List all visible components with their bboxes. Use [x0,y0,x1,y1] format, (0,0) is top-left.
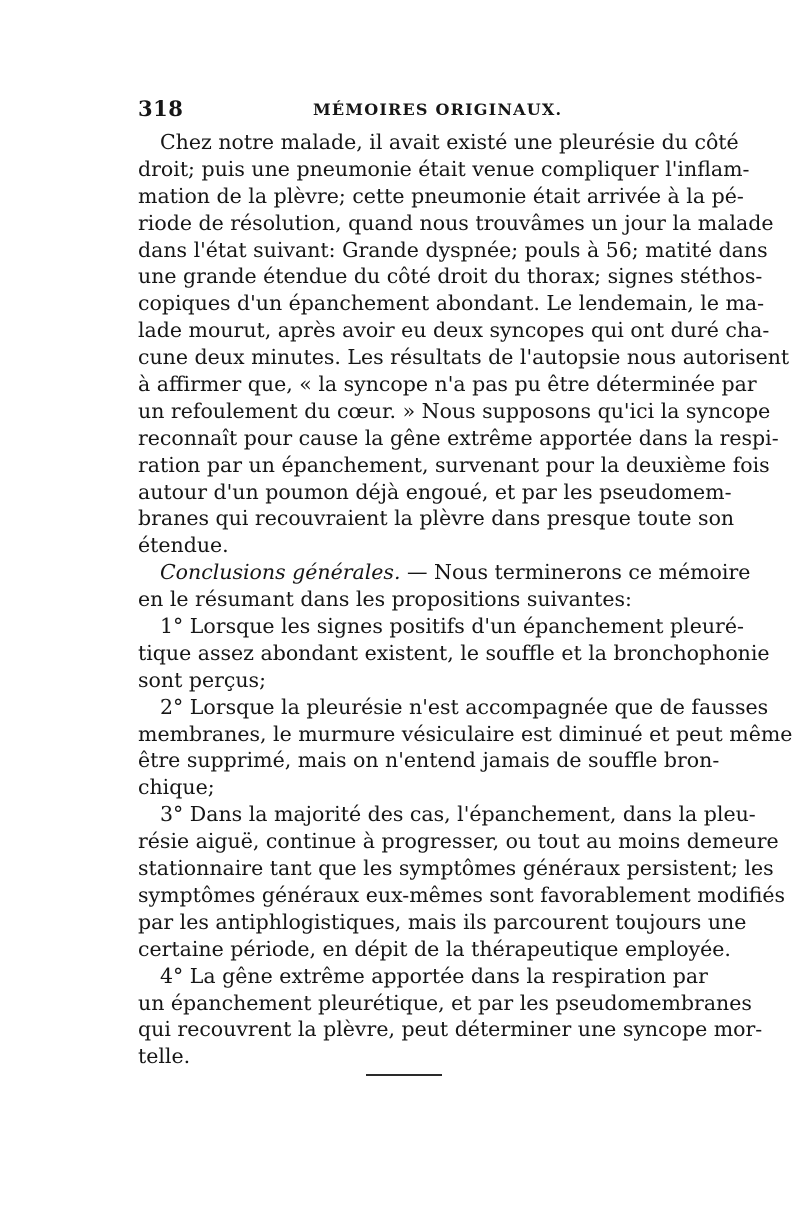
text-line: Chez notre malade, il avait existé une pleurésie du côté [160,130,739,154]
text-line: un refoulement du cœur. » Nous supposons qu'ici la syncope [138,398,771,423]
text-line: certaine période, en dépit de la thérapeutique employée. [138,936,731,961]
text-line [138,559,751,586]
text-line: dans l'état suivant: Grande dyspnée; pouls à 56; matité dans [138,237,768,262]
text-line: autour d'un poumon déjà engoué, et par les pseudomem- [138,479,732,504]
text-line: résie aiguë, continue à progresser, ou tout au moins demeure [138,829,779,854]
text-line: membranes, le murmure vésiculaire est diminué et peut même [138,721,793,746]
paragraph-conclusions-intro [138,559,751,613]
text-line: chique; [138,775,215,800]
text-line: 3° Dans la majorité des cas, l'épanchement, dans la pleu- [160,802,756,827]
text-line: 1° Lorsque les signes positifs d'un épanchement pleuré- [160,614,744,639]
text-line: tique assez abondant existent, le souffle et la bronchophonie [138,640,770,665]
section-heading-italic: Conclusions générales. [160,560,401,585]
text-line: étendue. [138,533,229,558]
text-line: droit; puis une pneumonie était venue compliquer l'inflam- [138,156,750,181]
page-header [138,96,668,126]
text-line: telle. [138,1044,191,1069]
text-line: à affirmer que, « la syncope n'a pas pu être déterminée par [138,372,757,397]
text-line: sont perçus; [138,667,266,692]
text-line: lade mourut, après avoir eu deux syncopes qui ont duré cha- [138,318,770,343]
text-line: ration par un épanchement, survenant pour la deuxième fois [138,452,770,477]
paragraph-conclusion-4 [138,963,763,1071]
paragraph-conclusion-3 [138,801,786,962]
text-line: symptômes généraux eux-mêmes sont favorablement modifiés [138,882,786,907]
text-line: en le résumant dans les propositions suivantes: [138,587,632,612]
running-head: MÉMOIRES ORIGINAUX. [313,100,563,119]
paragraph-conclusion-1 [138,613,770,694]
text-line: branes qui recouvraient la plèvre dans presque toute son [138,506,735,531]
text-line: 2° Lorsque la pleurésie n'est accompagnée que de fausses [160,694,769,719]
text-line: reconnaît pour cause la gêne extrême apportée dans la respi- [138,425,779,450]
closing-rule [366,1074,442,1076]
text-line: copiques d'un épanchement abondant. Le lendemain, le ma- [138,291,765,316]
text-line: être supprimé, mais on n'entend jamais de souffle bron- [138,748,720,773]
text-line: cune deux minutes. Les résultats de l'autopsie nous autorisent [138,345,790,370]
text-line: riode de résolution, quand nous trouvâmes un jour la malade [138,210,774,235]
text-fragment: — Nous terminerons ce mémoire [400,560,751,585]
text-line: mation de la plèvre; cette pneumonie était arrivée à la pé- [138,183,744,208]
body-text [138,129,793,1070]
text-line: un épanchement pleurétique, et par les pseudomembranes [138,990,752,1015]
paragraph-case-description [138,129,790,559]
text-line: par les antiphlogistiques, mais ils parcourent toujours une [138,909,747,934]
text-line: 4° La gêne extrême apportée dans la respiration par [160,963,708,988]
text-line: qui recouvrent la plèvre, peut déterminer une syncope mor- [138,1017,763,1042]
page-number: 318 [138,96,184,121]
paragraph-conclusion-2 [138,694,793,802]
text-line: une grande étendue du côté droit du thorax; signes stéthos- [138,264,763,289]
text-line: stationnaire tant que les symptômes généraux persistent; les [138,856,774,881]
